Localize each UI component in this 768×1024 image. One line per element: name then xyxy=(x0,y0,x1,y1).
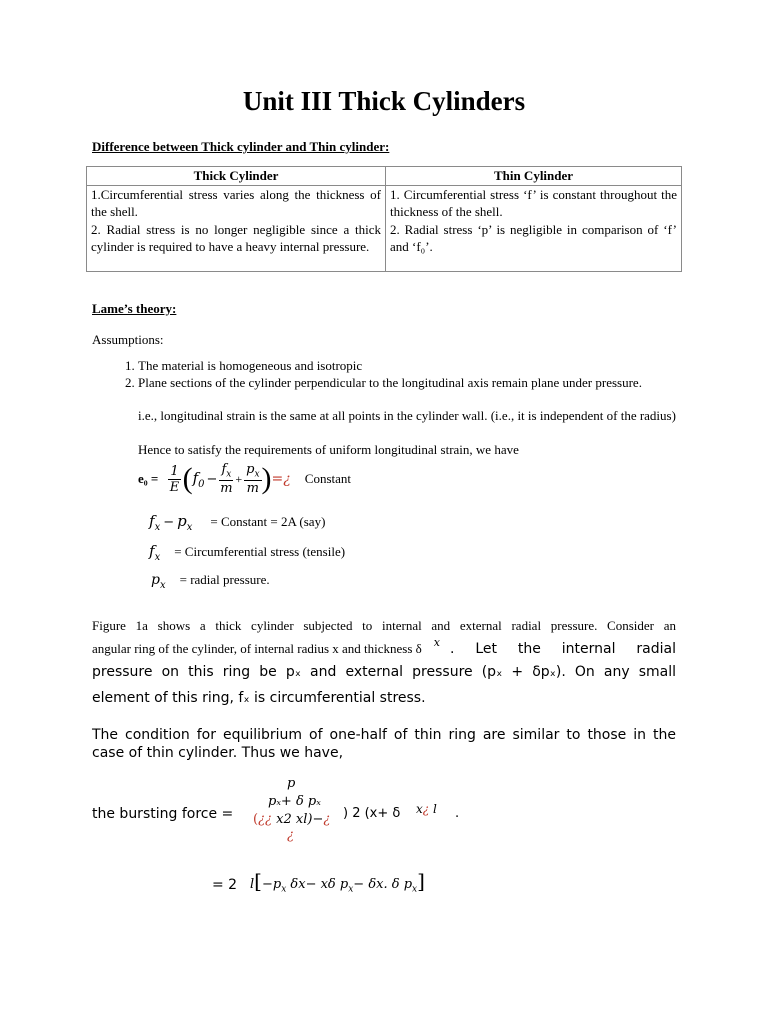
equation-fx-minus-px: $f_x$ − $p_x$ = Constant = 2A (say) xyxy=(149,512,326,533)
longitudinal-strain-equation xyxy=(138,459,351,499)
bursting-bottom-b: ¿ xyxy=(287,828,294,843)
thick-cell xyxy=(87,185,386,271)
bursting-tail: ) 2 (x+ δ xyxy=(343,806,401,821)
lame-heading: Lame’s theory: xyxy=(92,301,177,316)
eq1-plus: + xyxy=(235,471,243,486)
list-item: 2. Plane sections of the cylinder perpendicular to the longitudinal axis remain plane under pressure. xyxy=(138,375,724,392)
bursting-force-label: the bursting force = xyxy=(92,806,234,822)
paragraph-line: angular ring of the cylinder, of internal radius x and thickness δ x . Let the internal radial xyxy=(92,636,676,657)
thick-point-1: 1.Circumferential stress varies along the thickness of the shell. xyxy=(91,186,381,219)
list-item: 1. The material is homogeneous and isotropic xyxy=(138,358,724,375)
eq1-lhs: e₀ = xyxy=(138,471,159,486)
thick-point-2: 2. Radial stress is no longer negligible since a thick cylinder is required to have a heavy internal pressure. xyxy=(91,221,381,254)
thin-point-2: 2. Radial stress ‘p’ is negligible in comparison of ‘f’ and ‘f₀’. xyxy=(390,221,677,254)
paragraph-line: pressure on this ring be pₓ and external pressure (pₓ + δpₓ). On any small xyxy=(92,664,676,680)
assumption-continuation-2: Hence to satisfy the requirements of uniform longitudinal strain, we have xyxy=(138,442,519,457)
table-row xyxy=(87,185,682,271)
difference-heading: Difference between Thick cylinder and Thin cylinder: xyxy=(92,139,390,154)
assumptions-list xyxy=(92,358,724,391)
eq1-f0: $f_0$ xyxy=(192,468,205,490)
eq1-open-paren: ( xyxy=(182,462,193,495)
bursting-top-p: p xyxy=(287,776,296,791)
eq1-minus: − xyxy=(206,471,218,487)
eq1-constant: Constant xyxy=(304,471,352,486)
column-header-thin: Thin Cylinder xyxy=(386,167,682,186)
column-header-thick: Thick Cylinder xyxy=(87,167,386,186)
bursting-mid: pₓ+ δ pₓ xyxy=(268,794,321,809)
table-header-row xyxy=(87,167,682,186)
equation-circumferential: $f_x$ = Circumferential stress (tensile) xyxy=(149,542,346,563)
page-title: Unit III Thick Cylinders xyxy=(242,86,526,116)
bursting-dot: . xyxy=(455,806,460,821)
comparison-table xyxy=(86,166,682,272)
paragraph-line: The condition for equilibrium of one-half of thin ring are similar to those in the xyxy=(92,727,676,743)
equation-radial: $p_x$ = radial pressure. xyxy=(151,572,270,591)
bursting-bottom: (¿¿ x2 xl)−¿ xyxy=(253,812,331,827)
final-eq-lhs: = 2 xyxy=(212,877,238,893)
bursting-tail-red: x¿ l xyxy=(416,802,437,816)
paragraph-line: Figure 1a shows a thick cylinder subjected to internal and external radial pressure. Consider an xyxy=(92,618,676,633)
eq4-text: = radial pressure. xyxy=(179,572,270,587)
eq3-text: = Circumferential stress (tensile) xyxy=(174,544,346,559)
thin-cell xyxy=(386,185,682,271)
eq1-equals: =¿ xyxy=(271,471,291,487)
eq1-fx-over-m: $\frac{f_x}{m}$ xyxy=(220,462,233,496)
eq1-one-over-E: $\frac{1}{E}$ xyxy=(169,463,180,495)
eq1-px-over-m: $\frac{p_x}{m}$ xyxy=(246,462,260,496)
paragraph-line: element of this ring, fₓ is circumferential stress. xyxy=(92,690,426,706)
assumption-continuation-1: i.e., longitudinal strain is the same at all points in the cylinder wall. (i.e., it is independent of the radius) xyxy=(138,408,676,423)
eq1-close-paren: ) xyxy=(261,462,272,495)
paragraph-line: case of thin cylinder. Thus we have, xyxy=(92,745,344,761)
eq2-text: = Constant = 2A (say) xyxy=(210,514,326,529)
assumptions-label: Assumptions: xyxy=(92,332,164,347)
final-eq-expr: $l[-p_x$ δx− xδ $p_x- \delta x$. δ $p_x$] xyxy=(250,869,425,895)
thin-point-1: 1. Circumferential stress ‘f’ is constant throughout the thickness of the shell. xyxy=(390,186,677,219)
